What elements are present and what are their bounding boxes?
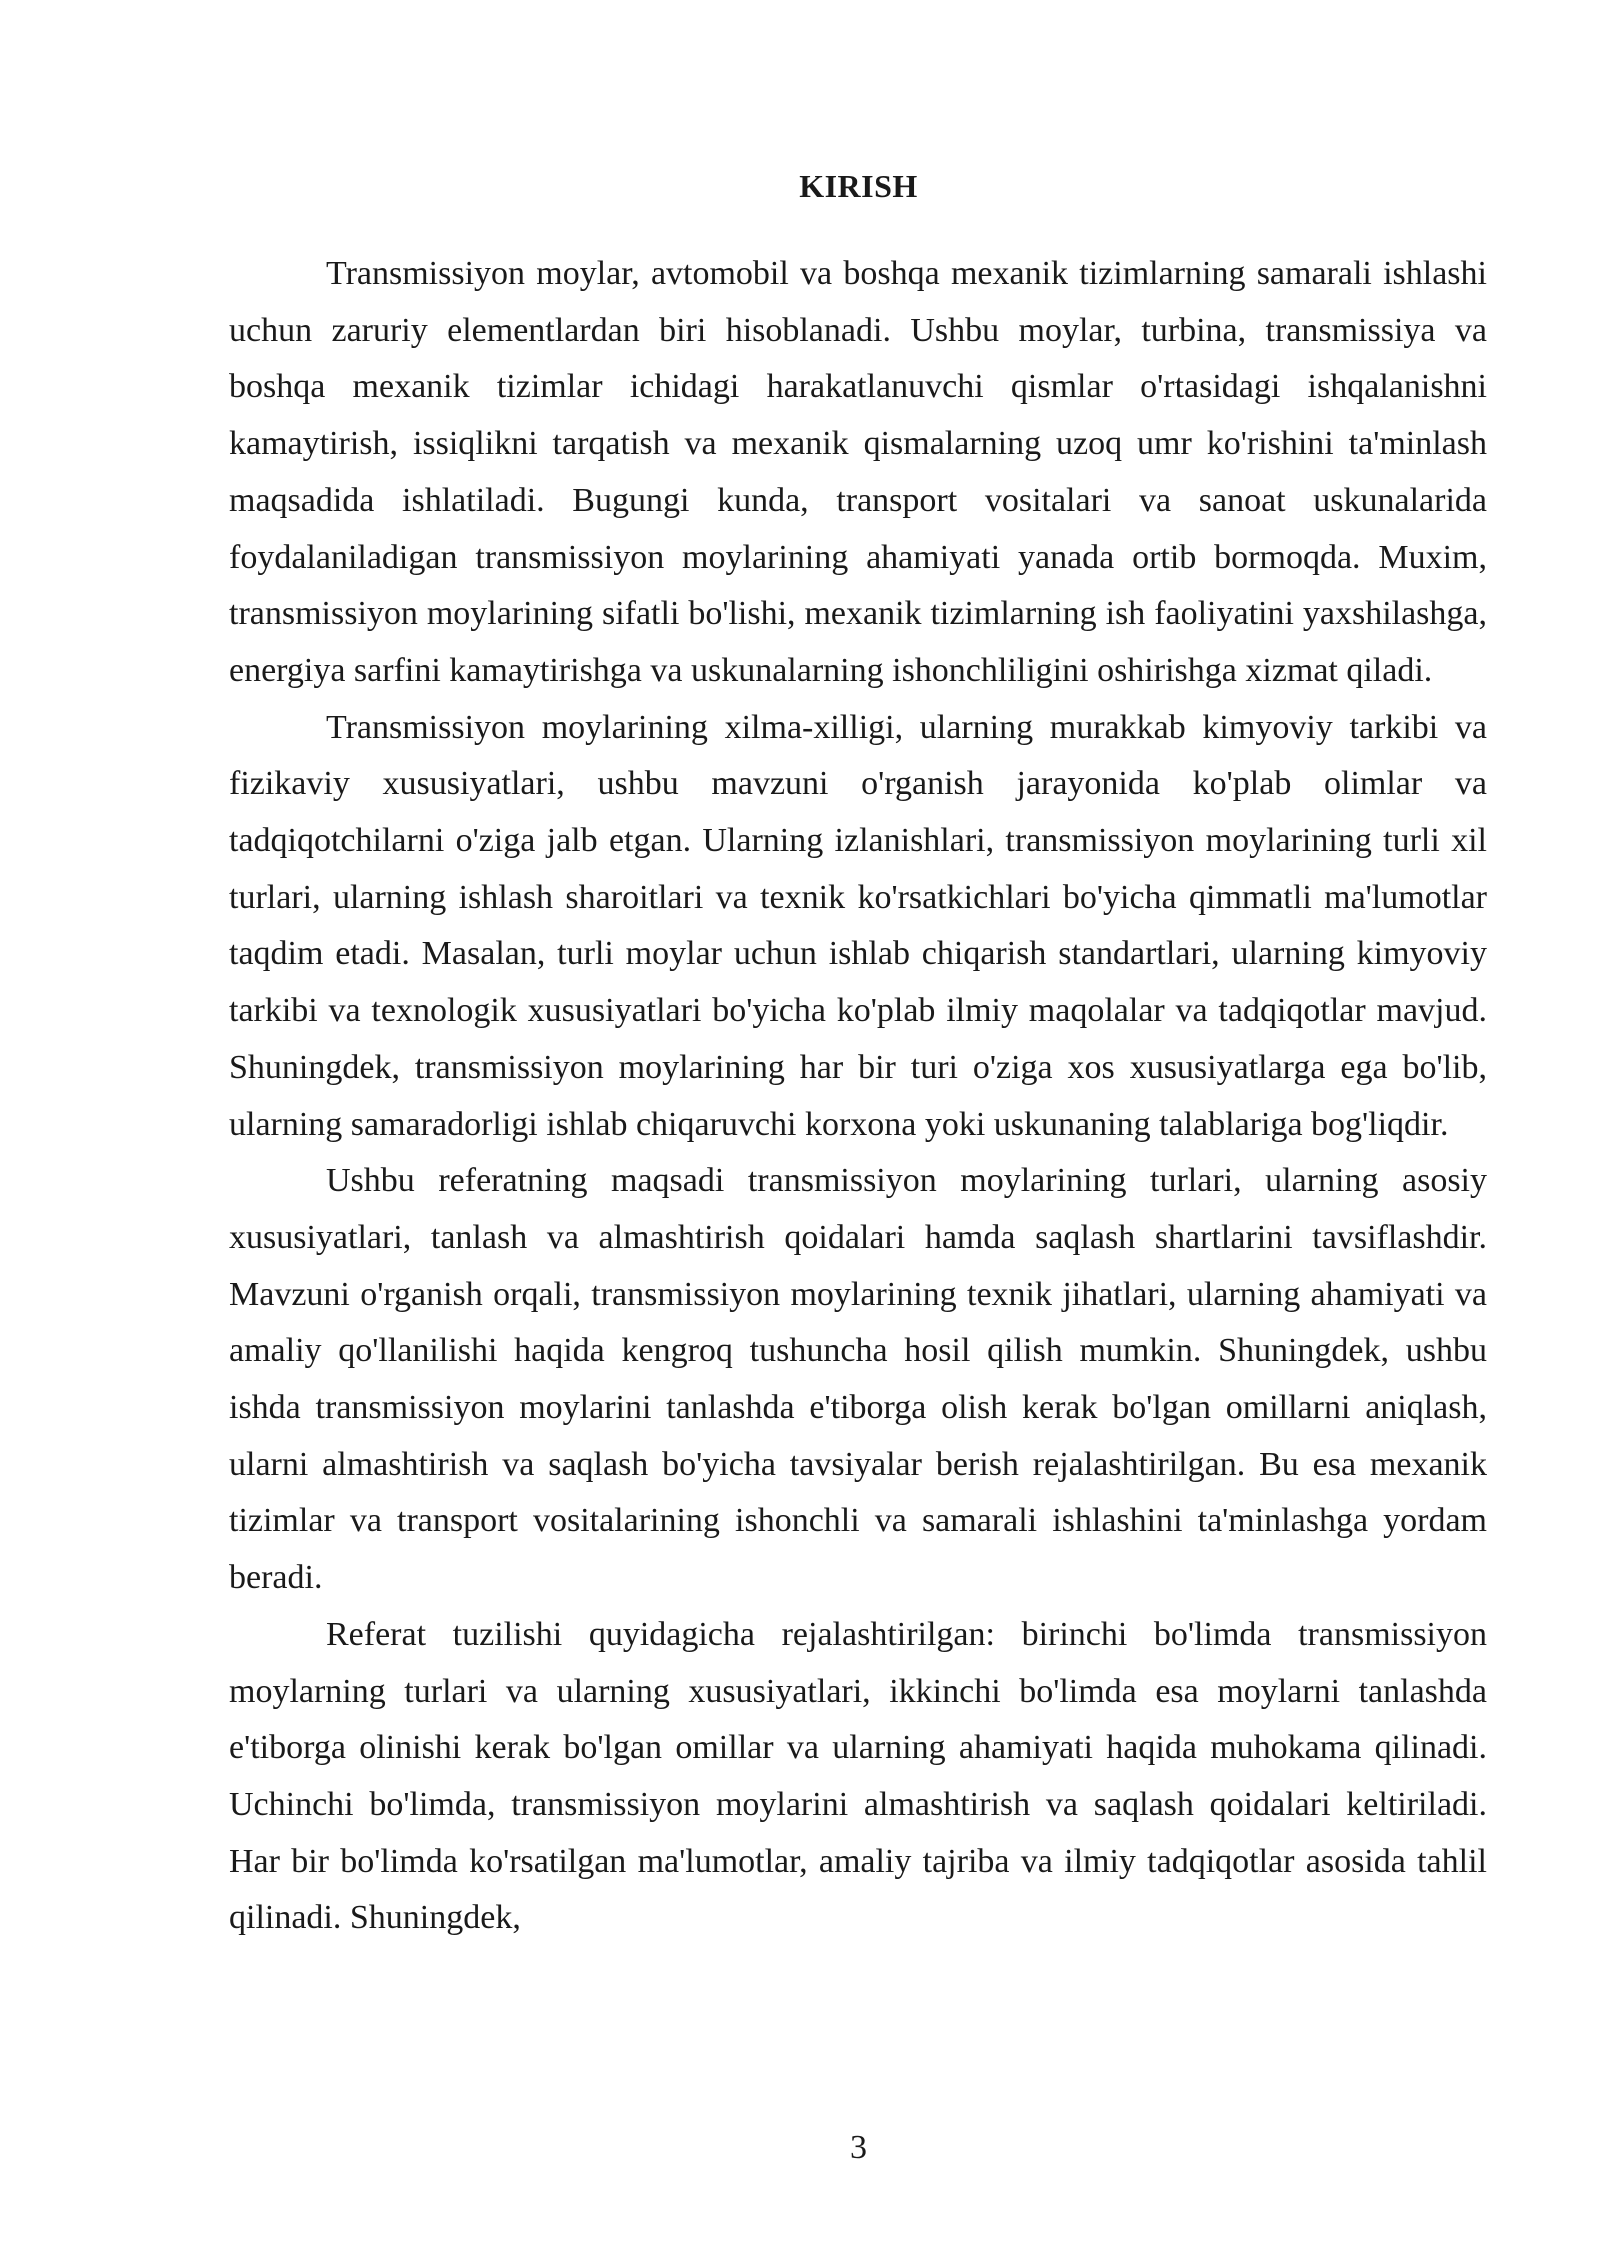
page-number: 3 bbox=[850, 2129, 867, 2166]
paragraph-1: Transmissiyon moylar, avtomobil va boshqa mexanik tizimlarning samarali ishlashi uchun zaruriy elementlardan biri hisoblanadi. Ushbu moylar, turbina, transmissiya va boshqa mexanik tizimlar ichidagi harakatlanuvchi qismlar o'rtasidagi ishqalanishni kamaytirish, issiqlikni tarqatish va mexanik qismalarning uzoq umr ko'rishini ta'minlash maqsadida ishlatiladi. Bugungi kunda, transport vositalari va sanoat uskunalarida foydalaniladigan transmissiyon moylarining ahamiyati yanada ortib bormoqda. Muxim, transmissiyon moylarining sifatli bo'lishi, mexanik tizimlarning ish faoliyatini yaxshilashga, energiya sarfini kamaytirishga va uskunalarning ishonchliligini oshirishga xizmat qiladi. bbox=[229, 255, 1487, 689]
page-title: KIRISH bbox=[799, 168, 918, 204]
document-body bbox=[229, 246, 1487, 1947]
paragraph-3: Ushbu referatning maqsadi transmissiyon moylarining turlari, ularning asosiy xususiyatlari, tanlash va almashtirish qoidalari hamda saqlash shartlarini tavsiflashdir. Mavzuni o'rganish orqali, transmissiyon moylarining texnik jihatlari, ularning ahamiyati va amaliy qo'llanilishi haqida kengroq tushuncha hosil qilish mumkin. Shuningdek, ushbu ishda transmissiyon moylarini tanlashda e'tiborga olish kerak bo'lgan omillarni aniqlash, ularni almashtirish va saqlash bo'yicha tavsiyalar berish rejalashtirilgan. Bu esa mexanik tizimlar va transport vositalarining ishonchli va samarali ishlashini ta'minlashga yordam beradi. bbox=[229, 1162, 1487, 1597]
paragraph-2: Transmissiyon moylarining xilma-xilligi, ularning murakkab kimyoviy tarkibi va fizikaviy xususiyatlari, ushbu mavzuni o'rganish jarayonida ko'plab olimlar va tadqiqotchilarni o'ziga jalb etgan. Ularning izlanishlari, transmissiyon moylarining turli xil turlari, ularning ishlash sharoitlari va texnik ko'rsatkichlari bo'yicha qimmatli ma'lumotlar taqdim etadi. Masalan, turli moylar uchun ishlab chiqarish standartlari, ularning kimyoviy tarkibi va texnologik xususiyatlari bo'yicha ko'plab ilmiy maqolalar va tadqiqotlar mavjud. Shuningdek, transmissiyon moylarining har bir turi o'ziga xos xususiyatlarga ega bo'lib, ularning samaradorligi ishlab chiqaruvchi korxona yoki uskunaning talablariga bog'liqdir. bbox=[229, 708, 1487, 1143]
paragraph-4: Referat tuzilishi quyidagicha rejalashtirilgan: birinchi bo'limda transmissiyon moylarning turlari va ularning xususiyatlari, ikkinchi bo'limda esa moylarni tanlashda e'tiborga olinishi kerak bo'lgan omillar va ularning ahamiyati haqida muhokama qilinadi. Uchinchi bo'limda, transmissiyon moylarini almashtirish va saqlash qoidalari keltiriladi. Har bir bo'limda ko'rsatilgan ma'lumotlar, amaliy tajriba va ilmiy tadqiqotlar asosida tahlil qilinadi. Shuningdek, bbox=[229, 1615, 1487, 1937]
